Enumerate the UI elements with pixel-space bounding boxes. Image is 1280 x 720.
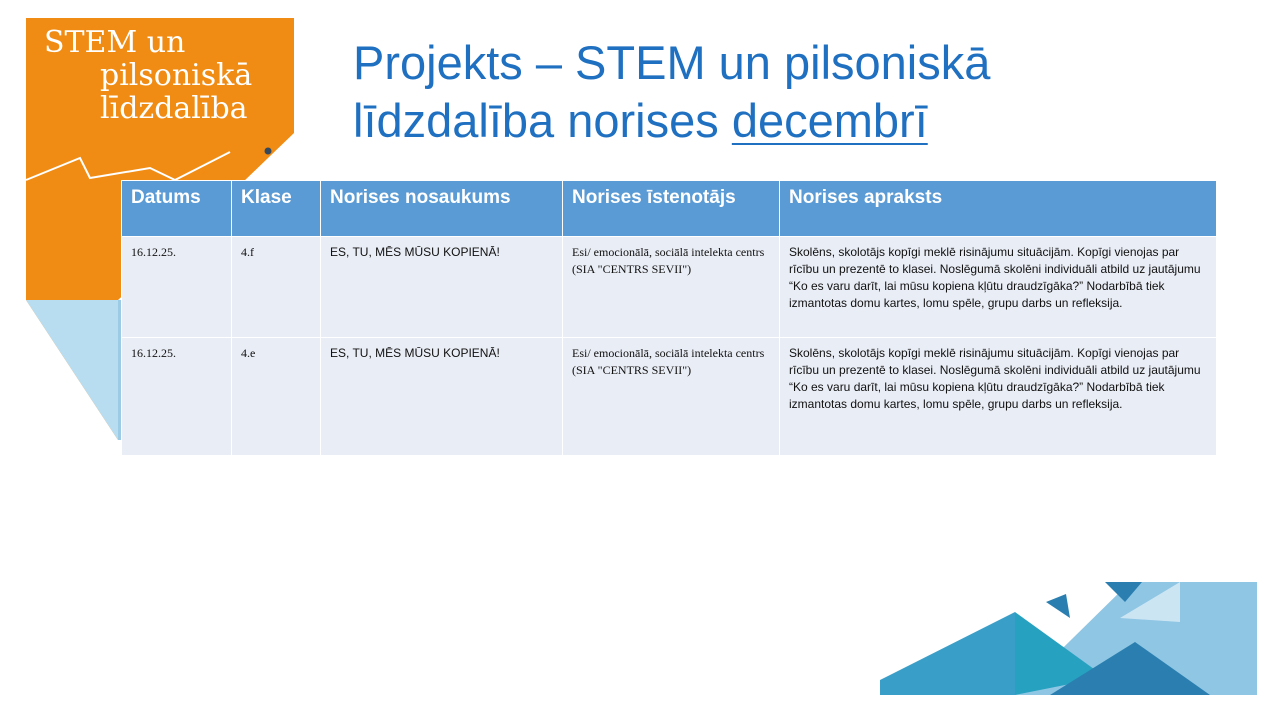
- slide-title: [353, 34, 1233, 150]
- cell-implementer: Esi/ emocionālā, sociālā intelekta centrs (SIA "CENTRS SEVII"): [563, 338, 780, 456]
- cell-description: Skolēns, skolotājs kopīgi meklē risinājumu situācijām. Kopīgi vienojas par rīcību un prezentē to klasei. Noslēgumā skolēni individuāli atbild uz jautājumu “Ko es varu darīt, lai mūsu kopiena kļūtu draudzīgāka?” Nodarbībā tiek izmantotas domu kartes, lomu spēle, grupu darbs un refleksija.: [780, 338, 1217, 456]
- header-class: Klase: [232, 181, 321, 237]
- logo-dot: [265, 148, 272, 155]
- cell-event-name: ES, TU, MĒS MŪSU KOPIENĀ!: [321, 237, 563, 338]
- title-line-2: [353, 92, 1233, 150]
- cell-implementer: Esi/ emocionālā, sociālā intelekta centrs (SIA "CENTRS SEVII"): [563, 237, 780, 338]
- events-table: [121, 180, 1217, 456]
- cell-event-name: ES, TU, MĒS MŪSU KOPIENĀ!: [321, 338, 563, 456]
- header-date: Datums: [122, 181, 232, 237]
- table-row: [122, 338, 1217, 456]
- title-underlined-month: decembrī: [731, 94, 928, 147]
- title-line-2-prefix: līdzdalība norises: [353, 94, 732, 147]
- header-event-name: Norises nosaukums: [321, 181, 563, 237]
- title-line-1: Projekts – STEM un pilsoniskā: [353, 36, 991, 89]
- logo-line-1: STEM un: [44, 25, 186, 60]
- header-description: Norises apraksts: [780, 181, 1217, 237]
- logo-text: [44, 26, 252, 125]
- cell-description: Skolēns, skolotājs kopīgi meklē risinājumu situācijām. Kopīgi vienojas par rīcību un prezentē to klasei. Noslēgumā skolēni individuāli atbild uz jautājumu “Ko es varu darīt, lai mūsu kopiena kļūtu draudzīgāka?” Nodarbībā tiek izmantotas domu kartes, lomu spēle, grupu darbs un refleksija.: [780, 237, 1217, 338]
- header-implementer: Norises īstenotājs: [563, 181, 780, 237]
- cell-date: 16.12.25.: [122, 237, 232, 338]
- table-header-row: [122, 181, 1217, 237]
- logo-light-blue-triangle: [26, 300, 118, 440]
- cell-date: 16.12.25.: [122, 338, 232, 456]
- logo-line-3: līdzdalība: [100, 91, 248, 126]
- cell-class: 4.f: [232, 237, 321, 338]
- cell-class: 4.e: [232, 338, 321, 456]
- corner-decoration: [880, 582, 1257, 695]
- corner-shapes: [880, 582, 1257, 695]
- table-row: [122, 237, 1217, 338]
- logo-line-2: pilsoniskā: [100, 58, 253, 93]
